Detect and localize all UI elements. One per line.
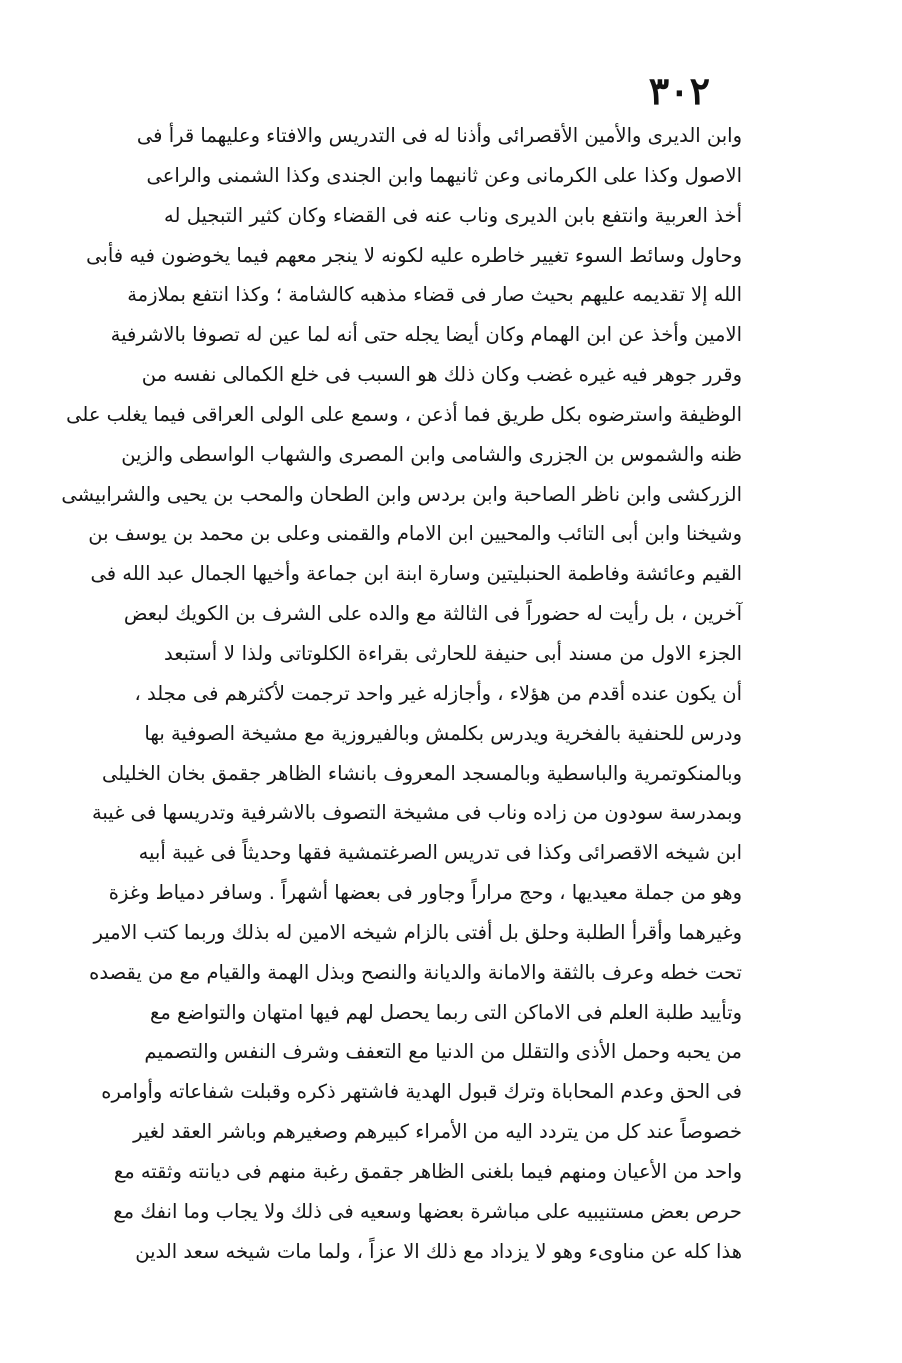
text-line: آخرين ، بل رأيت له حضوراً فى الثالثة مع والده على الشرف بن الكويك لبعض <box>123 602 742 626</box>
text-line: من يحبه وحمل الأذى والتقلل من الدنيا مع التعفف وشرف النفس والتصميم <box>144 1040 742 1064</box>
text-line: وبمدرسة سودون من زاده وناب فى مشيخة التصوف بالاشرفية وتدريسها فى غيبة <box>91 801 742 825</box>
text-line: الجزء الاول من مسند أبى حنيفة للحارثى بقراءة الكلوتاتى ولذا لا أستبعد <box>164 641 742 665</box>
text-line: ابن شيخه الاقصرائى وكذا فى تدريس الصرغتمشية فقها وحديثاً فى غيبة أبيه <box>138 841 742 865</box>
text-line: الاصول وكذا على الكرمانى وعن ثانيهما وابن الجندى وكذا الشمنى والراعى <box>146 163 742 187</box>
text-line: وحاول وسائط السوء تغيير خاطره عليه لكونه لا ينجر معهم فيما يخوضون فيه فأبى <box>86 243 742 267</box>
text-line: القيم وعائشة وفاطمة الحنبليتين وسارة ابنة ابن جماعة وأخيها الجمال عبد الله فى <box>90 562 742 586</box>
text-line: تحت خطه وعرف بالثقة والامانة والديانة والنصح وبذل الهمة والقيام مع من يقصده <box>89 960 742 984</box>
text-line: هذا كله عن مناوىء وهو لا يزداد مع ذلك الا عزاً ، ولما مات شيخه سعد الدين <box>135 1239 742 1263</box>
page-body-text <box>61 116 742 1271</box>
text-line: خصوصاً عند كل من يتردد اليه من الأمراء كبيرهم وصغيرهم وباشر العقد لغير <box>133 1120 742 1144</box>
text-line: وبالمنكوتمرية والباسطية وبالمسجد المعروف بانشاء الظاهر جقمق بخان الخليلى <box>102 761 742 785</box>
text-line: ظنه والشموس بن الجزرى والشامى وابن المصرى والشهاب الواسطى والزين <box>121 442 742 466</box>
text-line: الله إلا تقديمه عليهم بحيث صار فى قضاء مذهبه كالشامة ؛ وكذا انتفع بملازمة <box>127 283 742 307</box>
text-line: الوظيفة واسترضوه بكل طريق فما أذعن ، وسمع على الولى العراقى فيما يغلب على <box>66 402 742 426</box>
page-number: ٣٠٢ <box>648 68 710 113</box>
text-line: أخذ العربية وانتفع بابن الديرى وناب عنه فى القضاء وكان كثير التبجيل له <box>164 203 742 227</box>
text-line: وابن الديرى والأمين الأقصرائى وأذنا له فى التدريس والافتاء وعليهما قرأ فى <box>136 124 742 147</box>
text-line: وتأييد طلبة العلم فى الاماكن التى ربما يحصل لهم فيها امتهان والتواضع مع <box>149 1000 742 1024</box>
text-line: فى الحق وعدم المحاباة وترك قبول الهدية فاشتهر ذكره وقبلت شفاعاته وأوامره <box>101 1080 742 1104</box>
text-line: وغيرهما وأقرأ الطلبة وحلق بل أفتى بالزام شيخه الامين له بذلك وربما كتب الامير <box>93 920 742 944</box>
text-line: ودرس للحنفية بالفخرية ويدرس بكلمش وبالفيروزية مع مشيخة الصوفية بها <box>144 721 742 745</box>
text-line: الزركشى وابن ناظر الصاحبة وابن بردس وابن الطحان والمحب بن يحيى والشرابيشى <box>61 482 742 506</box>
text-line: وهو من جملة معيديها ، وحج مراراً وجاور فى بعضها أشهراً . وسافر دمياط وغزة <box>108 881 742 905</box>
text-line: حرص بعض مستنيبيه على مباشرة بعضها وسعيه فى ذلك ولا يجاب وما انفك مع <box>113 1199 742 1223</box>
text-line: الامين وأخذ عن ابن الهمام وكان أيضا يجله حتى أنه لما عين له تصوفا بالاشرفية <box>110 323 742 347</box>
text-line: وشيخنا وابن أبى التائب والمحيين ابن الامام والقمنى وعلى بن محمد بن يوسف بن <box>88 522 742 546</box>
text-line: وقرر جوهر فيه غيره غضب وكان ذلك هو السبب فى خلع الكمالى نفسه من <box>141 363 742 387</box>
text-line: أن يكون عنده أقدم من هؤلاء ، وأجازله غير واحد ترجمت لأكثرهم فى مجلد ، <box>134 681 742 705</box>
text-line: واحد من الأعيان ومنهم فيما بلغنى الظاهر جقمق رغبة منهم فى ديانته وثقته مع <box>113 1159 742 1183</box>
